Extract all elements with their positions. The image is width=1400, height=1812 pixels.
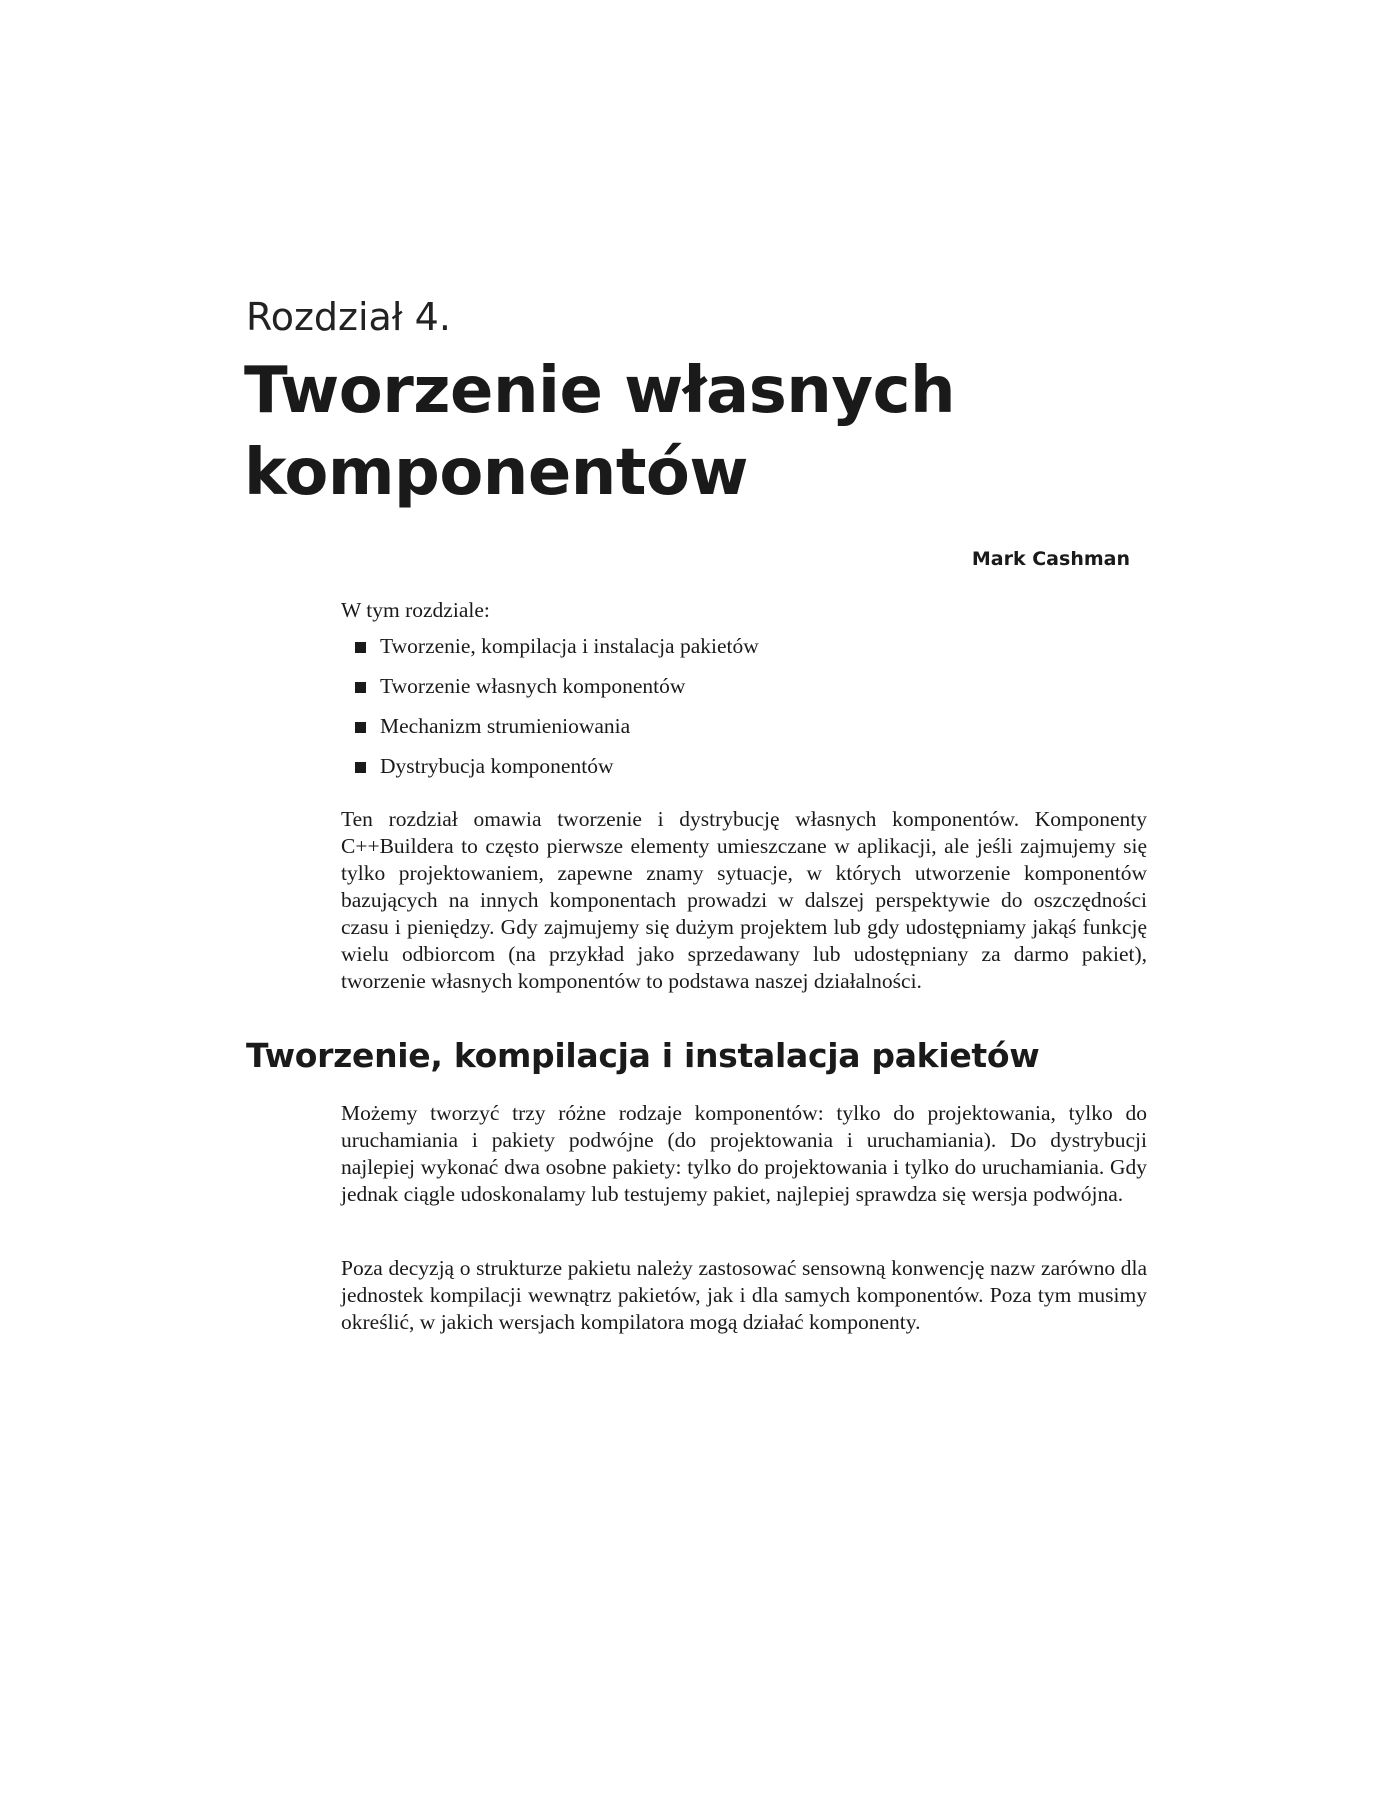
list-item-label: Mechanizm strumieniowania [380, 714, 631, 738]
list-item [355, 714, 759, 754]
list-item [355, 754, 759, 794]
list-item-label: Tworzenie, kompilacja i instalacja pakietów [380, 634, 759, 658]
square-bullet-icon [355, 722, 366, 733]
intro-paragraph: Ten rozdział omawia tworzenie i dystrybucję własnych komponentów. Komponenty C++Buildera to często pierwsze elementy umieszczane w aplikacji, ale jeśli zajmujemy się tylko projektowaniem, zapewne znamy sytuacje, w których utworzenie komponentów bazujących na innych komponentach prowadzi w dalszej perspektywie do oszczędności czasu i pieniędzy. Gdy zajmujemy się dużym projektem lub gdy udostępniamy jakąś funkcję wielu odbiorcom (na przykład jako sprzedawany lub udostępniany za darmo pakiet), tworzenie własnych komponentów to podstawa naszej działalności. [341, 807, 1147, 993]
list-item [355, 634, 759, 674]
author-name: Mark Cashman [971, 548, 1130, 570]
chapter-title: Tworzenie własnych komponentów [244, 354, 956, 510]
square-bullet-icon [355, 682, 366, 693]
section-paragraph: Poza decyzją o strukturze pakietu należy zastosować sensowną konwencję nazw zarówno dla jednostek kompilacji wewnątrz pakietów, jak i dla samych komponentów. Poza tym musimy określić, w jakich wersjach kompilatora mogą działać komponenty. [341, 1256, 1147, 1334]
chapter-contents-list [355, 634, 759, 794]
list-item [355, 674, 759, 714]
square-bullet-icon [355, 762, 366, 773]
list-item-label: Dystrybucja komponentów [380, 754, 614, 778]
list-item-label: Tworzenie własnych komponentów [380, 674, 686, 698]
square-bullet-icon [355, 642, 366, 653]
chapter-label: Rozdział 4. [246, 295, 451, 339]
section-paragraph: Możemy tworzyć trzy różne rodzaje komponentów: tylko do projektowania, tylko do uruchamiania i pakiety podwójne (do projektowania i uruchamiania). Do dystrybucji najlepiej wykonać dwa osobne pakiety: tylko do projektowania i tylko do uruchamiania. Gdy jednak ciągle udoskonalamy lub testujemy pakiet, najlepiej sprawdza się wersja podwójna. [341, 1101, 1147, 1206]
intro-heading: W tym rozdziale: [341, 598, 490, 622]
section-heading: Tworzenie, kompilacja i instalacja pakietów [246, 1036, 1040, 1075]
